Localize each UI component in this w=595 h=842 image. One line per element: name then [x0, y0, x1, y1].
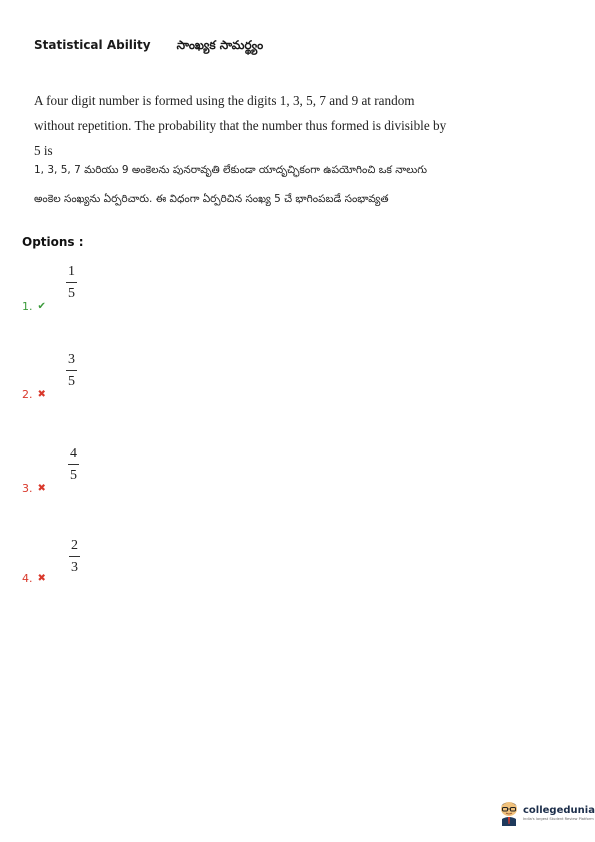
option-4-fraction — [69, 538, 80, 576]
option-number: 1. — [22, 300, 33, 313]
section-title-english: Statistical Ability — [34, 38, 151, 52]
fraction-bar — [66, 370, 77, 371]
option-2-fraction — [66, 352, 77, 390]
option-number: 3. — [22, 482, 33, 495]
options-label: Options : — [22, 235, 84, 249]
cross-icon: ✖ — [37, 482, 46, 494]
fraction-denominator: 5 — [70, 468, 77, 483]
option-number: 4. — [22, 572, 33, 585]
section-title-telugu: సాంఖ్యక సామర్థ్యం — [176, 38, 264, 52]
option-2-marker — [22, 388, 46, 401]
option-3[interactable] — [22, 444, 142, 514]
fraction-numerator: 1 — [68, 264, 75, 279]
option-1-fraction — [66, 264, 77, 302]
option-3-fraction — [68, 446, 79, 484]
cross-icon: ✖ — [37, 388, 46, 400]
question-text-telugu: 1, 3, 5, 7 మరియు 9 అంకెలను పునరావృతి లేకుండా యాదృచ్ఛికంగా ఉపయోగించి ఒక నాలుగు అంకెల సంఖ్యను ఏర్పరిచారు. ఈ విధంగా ఏర్పరిచిన సంఖ్య 5 చే భాగింపబడే సంభావ్యత — [34, 164, 427, 205]
option-number: 2. — [22, 388, 33, 401]
fraction-numerator: 3 — [68, 352, 75, 367]
mascot-icon — [498, 800, 520, 826]
option-2[interactable] — [22, 350, 142, 420]
check-icon: ✔ — [37, 300, 46, 312]
fraction-bar — [66, 282, 77, 283]
option-4-marker — [22, 572, 46, 585]
logo-tagline: India's largest Student Review Platform — [523, 816, 594, 821]
logo-name: collegedunia — [523, 804, 595, 816]
fraction-denominator: 5 — [68, 286, 75, 301]
fraction-bar — [68, 464, 79, 465]
fraction-bar — [69, 556, 80, 557]
fraction-denominator: 3 — [71, 560, 78, 575]
collegedunia-logo[interactable] — [498, 800, 595, 826]
option-4[interactable] — [22, 536, 142, 606]
fraction-denominator: 5 — [68, 374, 75, 389]
cross-icon: ✖ — [37, 572, 46, 584]
logo-text — [523, 805, 595, 822]
fraction-numerator: 4 — [70, 446, 77, 461]
section-header — [34, 38, 263, 55]
question-text-english: A four digit number is formed using the digits 1, 3, 5, 7 and 9 at random without repetition. The probability that the number thus formed is divisible by 5 is — [34, 93, 447, 158]
option-3-marker — [22, 482, 46, 495]
fraction-numerator: 2 — [71, 538, 78, 553]
option-1[interactable] — [22, 262, 142, 332]
option-1-marker — [22, 300, 46, 313]
